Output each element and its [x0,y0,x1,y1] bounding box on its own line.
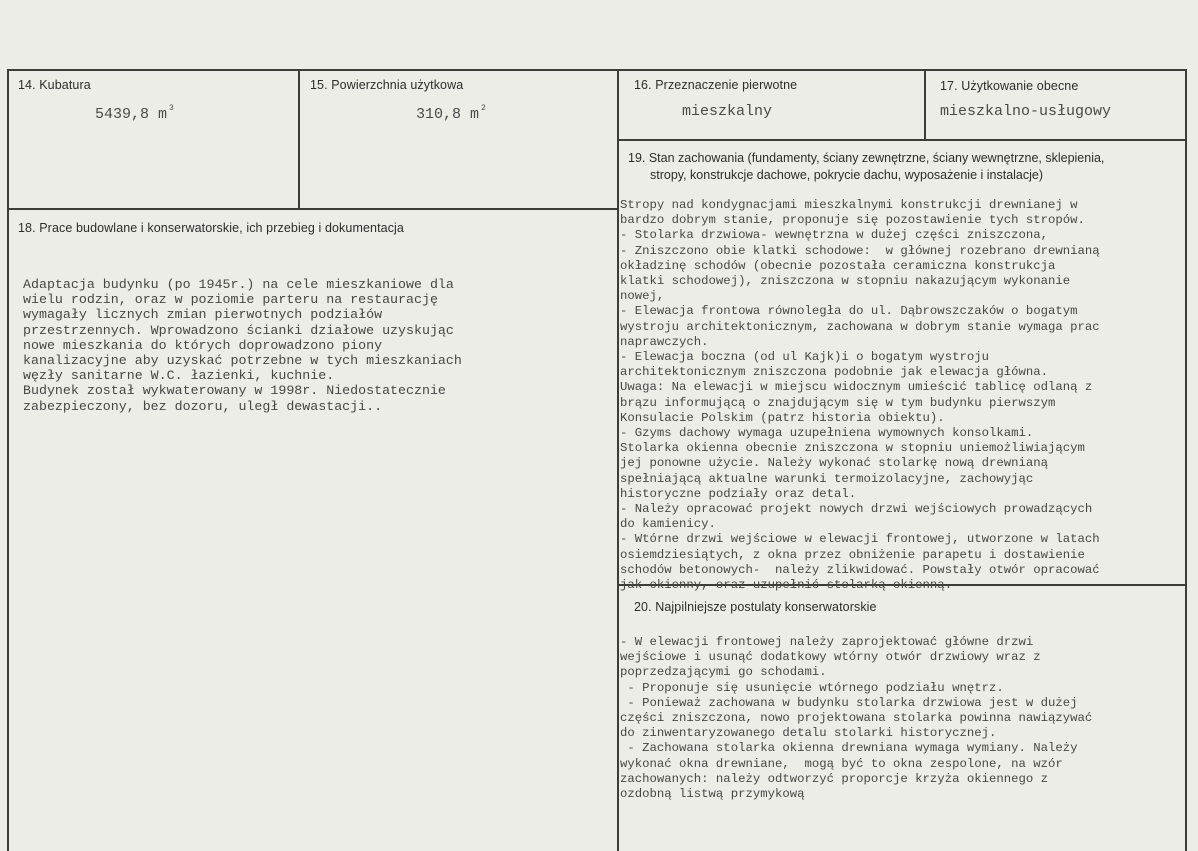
grid-line-left [7,69,9,851]
field-19-label-line2: stropy, konstrukcje dachowe, pokrycie dachu, wyposażenie i instalacje) [650,168,1044,182]
field-19-line: jej ponowne użycie. Należy wykonać stolarkę nową drewnianą [620,456,1049,471]
field-18-text [23,277,608,414]
field-19-line: okładzinę schodów (obecnie pozostała ceramiczna konstrukcja [620,258,1056,273]
field-18-line: przestrzennych. Wprowadzono ścianki działowe uzyskując [23,322,454,338]
field-20-line: do zinwentaryzowanego detalu stolarki historycznej. [620,726,997,741]
field-19-line: do kamienicy. [620,517,716,532]
field-19-line: naprawczych. [620,334,709,349]
field-19-line: osiemdziesiątych, z okna przez obniżenie parapetu i dostawienie [620,547,1085,562]
field-14-label: 14. Kubatura [18,78,91,92]
field-19-line: - Należy opracować projekt nowych drzwi wejściowych prowadzących [620,502,1093,517]
grid-line-center [617,69,619,851]
field-19-line: schodów betonowych- należy zlikwidować. Powstały otwór opracować [620,562,1100,577]
field-20-line: - Zachowana stolarka okienna drewniana wymaga wymiany. Należy [620,741,1078,756]
field-18-line: wymagały licznych zmian pierwotnych podziałów [23,307,383,323]
field-15-unit-exponent: 2 [481,104,486,113]
field-20-text [620,635,1185,802]
grid-line-divider-16-17 [924,69,926,140]
field-19-line: Stropy nad kondygnacjami mieszkalnymi konstrukcji drewnianej w [620,198,1078,212]
field-19-line: bardzo dobrym stanie, proponuje się pozostawienie tych stropów. [620,213,1085,228]
field-20-line: poprzedzającymi go schodami. [620,665,827,680]
field-18-line: Adaptacja budynku (po 1945r.) na cele mieszkaniowe dla [23,277,454,292]
field-19-line: historyczne podziały oraz detal. [620,486,857,501]
grid-line-divider-14-15 [298,69,300,209]
field-18-line: Budynek został wykwaterowany w 1998r. Niedostatecznie [23,383,446,399]
field-19-label-line1: 19. Stan zachowania (fundamenty, ściany zewnętrzne, ściany wewnętrzne, sklepienia, [628,151,1105,165]
field-19-line: wystroju architektonicznym, zachowana w dobrym stanie wymaga prac [620,319,1100,334]
field-18-line: węzły sanitarne W.C. łazienki, kuchnie. [23,368,335,384]
field-19-line: - Zniszczono obie klatki schodowe: w głównej rozebrano drewnianą [620,243,1100,258]
field-16-label: 16. Przeznaczenie pierwotne [634,78,798,92]
field-20-line: - Ponieważ zachowana w budynku stolarka drzwiowa jest w dużej [620,695,1078,710]
field-15-label: 15. Powierzchnia użytkowa [310,78,464,92]
grid-line-top [8,69,1186,71]
field-19-text [620,198,1185,593]
field-14-unit-exponent: 3 [169,104,174,113]
field-19-line: - Elewacja boczna (od ul Kajk)i o bogatym wystroju [620,350,989,365]
field-19-line: klatki schodowej), zniszczona w stopniu nakazującym wykonanie [620,274,1071,289]
field-20-line: ozdobną listwą przymykową [620,787,805,802]
field-20-line: części zniszczona, nowo projektowana stolarka powinna nawiązywać [620,711,1093,726]
field-19-line: Konsulacie Polskim (patrz historia obiektu). [620,410,945,425]
field-16-value: mieszkalny [682,103,773,120]
field-19-label [628,150,1188,184]
field-20-line: zachowanych: należy odtworzyć proporcje krzyża okiennego z [620,771,1049,786]
field-19-line: - Wtórne drzwi wejściowe w elewacji frontowej, utworzone w latach [620,532,1100,547]
grid-line-below-14-15 [8,208,619,210]
field-19-line: spełniającą aktualne warunki termoizolacyjne, zachowyjąc [620,471,1034,486]
field-17-label: 17. Użytkowanie obecne [940,79,1079,93]
field-15-value [416,104,486,123]
field-20-line: - W elewacji frontowej należy zaprojektować główne drzwi [620,635,1034,649]
field-19-line: nowej, [620,289,665,304]
field-20-line: wykonać okna drewniane, mogą być to okna zespolone, na wzór [620,756,1063,771]
field-14-value [95,104,174,123]
grid-line-right [1185,69,1187,851]
field-20-line: - Proponuje się usunięcie wtórnego podziału wnętrz. [620,680,1004,695]
field-19-line: jak okienny, oraz uzupełnić stolarką okienną. [620,578,953,593]
field-15-number: 310,8 m [416,106,480,123]
field-17-value: mieszkalno-usługowy [940,103,1112,120]
field-20-line: wejściowe i usunąć dodatkowy wtórny otwór drzwiowy wraz z [620,650,1041,665]
field-18-line: zabezpieczony, bez dozoru, uległ dewastacji.. [23,398,383,414]
field-18-line: kanalizacyjne aby uzyskać potrzebne w tych mieszkaniach [23,353,462,369]
field-19-line: - Stolarka drzwiowa- wewnętrzna w dużej części zniszczona, [620,228,1049,243]
field-19-line: brązu informującą o znajdującym się w tym budynku pierwszym [620,395,1056,410]
field-19-line: - Gzyms dachowy wymaga uzupełniena wymownych konsolkami. [620,426,1034,441]
grid-line-below-16-17 [618,139,1186,141]
field-20-label: 20. Najpilniejsze postulaty konserwatorskie [634,600,877,614]
field-19-line: Uwaga: Na elewacji w miejscu widocznym umieścić tablicę odlaną z [620,380,1093,395]
field-18-label: 18. Prace budowlane i konserwatorskie, ich przebieg i dokumentacja [18,221,404,235]
field-19-line: Stolarka okienna obecnie zniszczona w stopniu uniemożliwiającym [620,441,1085,456]
field-19-line: - Elewacja frontowa równoległa do ul. Dąbrowszczaków o bogatym [620,304,1078,319]
field-18-line: nowe mieszkania do których doprowadzono piony [23,337,383,353]
field-19-line: architektonicznym zniszczona podobnie jak elewacja główna. [620,365,1049,380]
field-14-number: 5439,8 m [95,106,168,123]
field-18-line: wielu rodzin, oraz w poziomie parteru na restaurację [23,292,438,308]
